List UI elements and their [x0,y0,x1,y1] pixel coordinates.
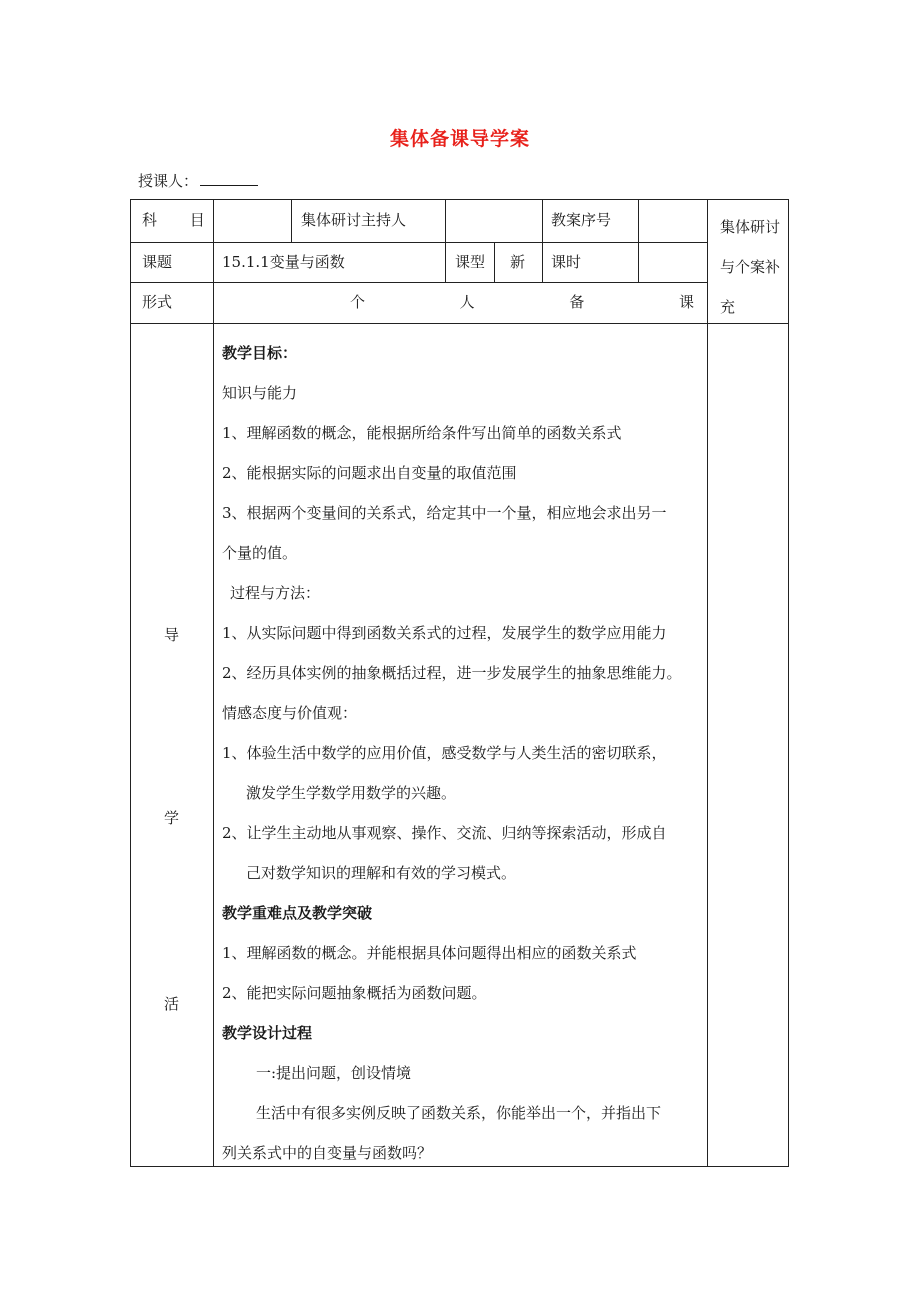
lesson-content [222,333,707,1173]
content-line: 2、让学生主动地从事观察、操作、交流、归纳等探索活动，形成自 [222,824,667,842]
teacher-label: 授课人： [138,172,199,190]
form-label: 形式 [142,293,173,311]
topic-label: 课题 [142,253,173,271]
content-line: 3、根据两个变量间的关系式，给定其中一个量，相应地会求出另一 [222,504,667,522]
content-line: 己对数学知识的理解和有效的学习模式。 [246,864,517,882]
col-divider-5 [638,199,639,282]
content-line: 一:提出问题，创设情境 [256,1064,412,1082]
topic-value: 15.1.1变量与函数 [222,253,345,271]
left-col-char: 导 [163,626,179,644]
row-divider-1 [130,242,707,243]
table-border-top [130,199,789,200]
form-char: 课 [678,293,694,311]
content-line: 知识与能力 [222,384,298,402]
content-line: 2、能把实际问题抽象概括为函数问题。 [222,984,487,1002]
content-line: 1、理解函数的概念。并能根据具体问题得出相应的函数关系式 [222,944,637,962]
content-line: 教学目标： [222,344,298,362]
type-label: 课型 [455,253,486,271]
content-line: 教学重难点及教学突破 [222,904,373,922]
subject-label: 科 目 [142,211,219,229]
content-line: 教学设计过程 [222,1024,313,1042]
teacher-blank [200,171,258,186]
content-line: 列关系式中的自变量与函数吗？ [222,1144,433,1162]
col-divider-1 [213,199,214,1167]
lesson-plan-table [130,199,789,1167]
plan-no-label: 教案序号 [551,211,612,229]
content-line: 生活中有很多实例反映了函数关系，你能举出一个，并指出下 [256,1104,662,1122]
content-line: 2、经历具体实例的抽象概括过程，进一步发展学生的抽象思维能力。 [222,664,682,682]
form-value [350,292,694,312]
col-divider-4 [542,199,543,282]
content-line: 个量的值。 [222,544,298,562]
teacher-line [138,170,258,191]
left-col-char: 学 [163,809,179,827]
header-bottom [130,323,789,324]
content-line: 1、理解函数的概念，能根据所给条件写出简单的函数关系式 [222,424,622,442]
side-note-line: 充 [720,298,736,316]
side-note-line: 集体研讨 [720,218,781,236]
side-note [714,207,786,327]
col-divider-side [707,199,708,1167]
col-divider-2 [291,199,292,242]
content-line: 1、体验生活中数学的应用价值，感受数学与人类生活的密切联系， [222,744,667,762]
form-char: 个 [350,293,366,311]
col-divider-3 [445,199,446,282]
table-border-right [788,199,789,1167]
left-col-char: 活 [163,995,179,1013]
content-line: 激发学生学数学用数学的兴趣。 [246,784,457,802]
page-title: 集体备课导学案 [389,128,530,150]
hours-label: 课时 [551,253,582,271]
host-label: 集体研讨主持人 [301,211,407,229]
content-line: 2、能根据实际的问题求出自变量的取值范围 [222,464,517,482]
side-note-line: 与个案补 [720,258,781,276]
content-line: 1、从实际问题中得到函数关系式的过程，发展学生的数学应用能力 [222,624,667,642]
content-line: 过程与方法： [230,584,321,602]
type-value: 新 [510,253,526,271]
form-char: 人 [459,293,475,311]
row-divider-2 [130,282,707,283]
form-char: 备 [569,293,585,311]
table-border-left [130,199,131,1167]
content-line: 情感态度与价值观： [222,704,358,722]
col-divider-6 [494,242,495,282]
